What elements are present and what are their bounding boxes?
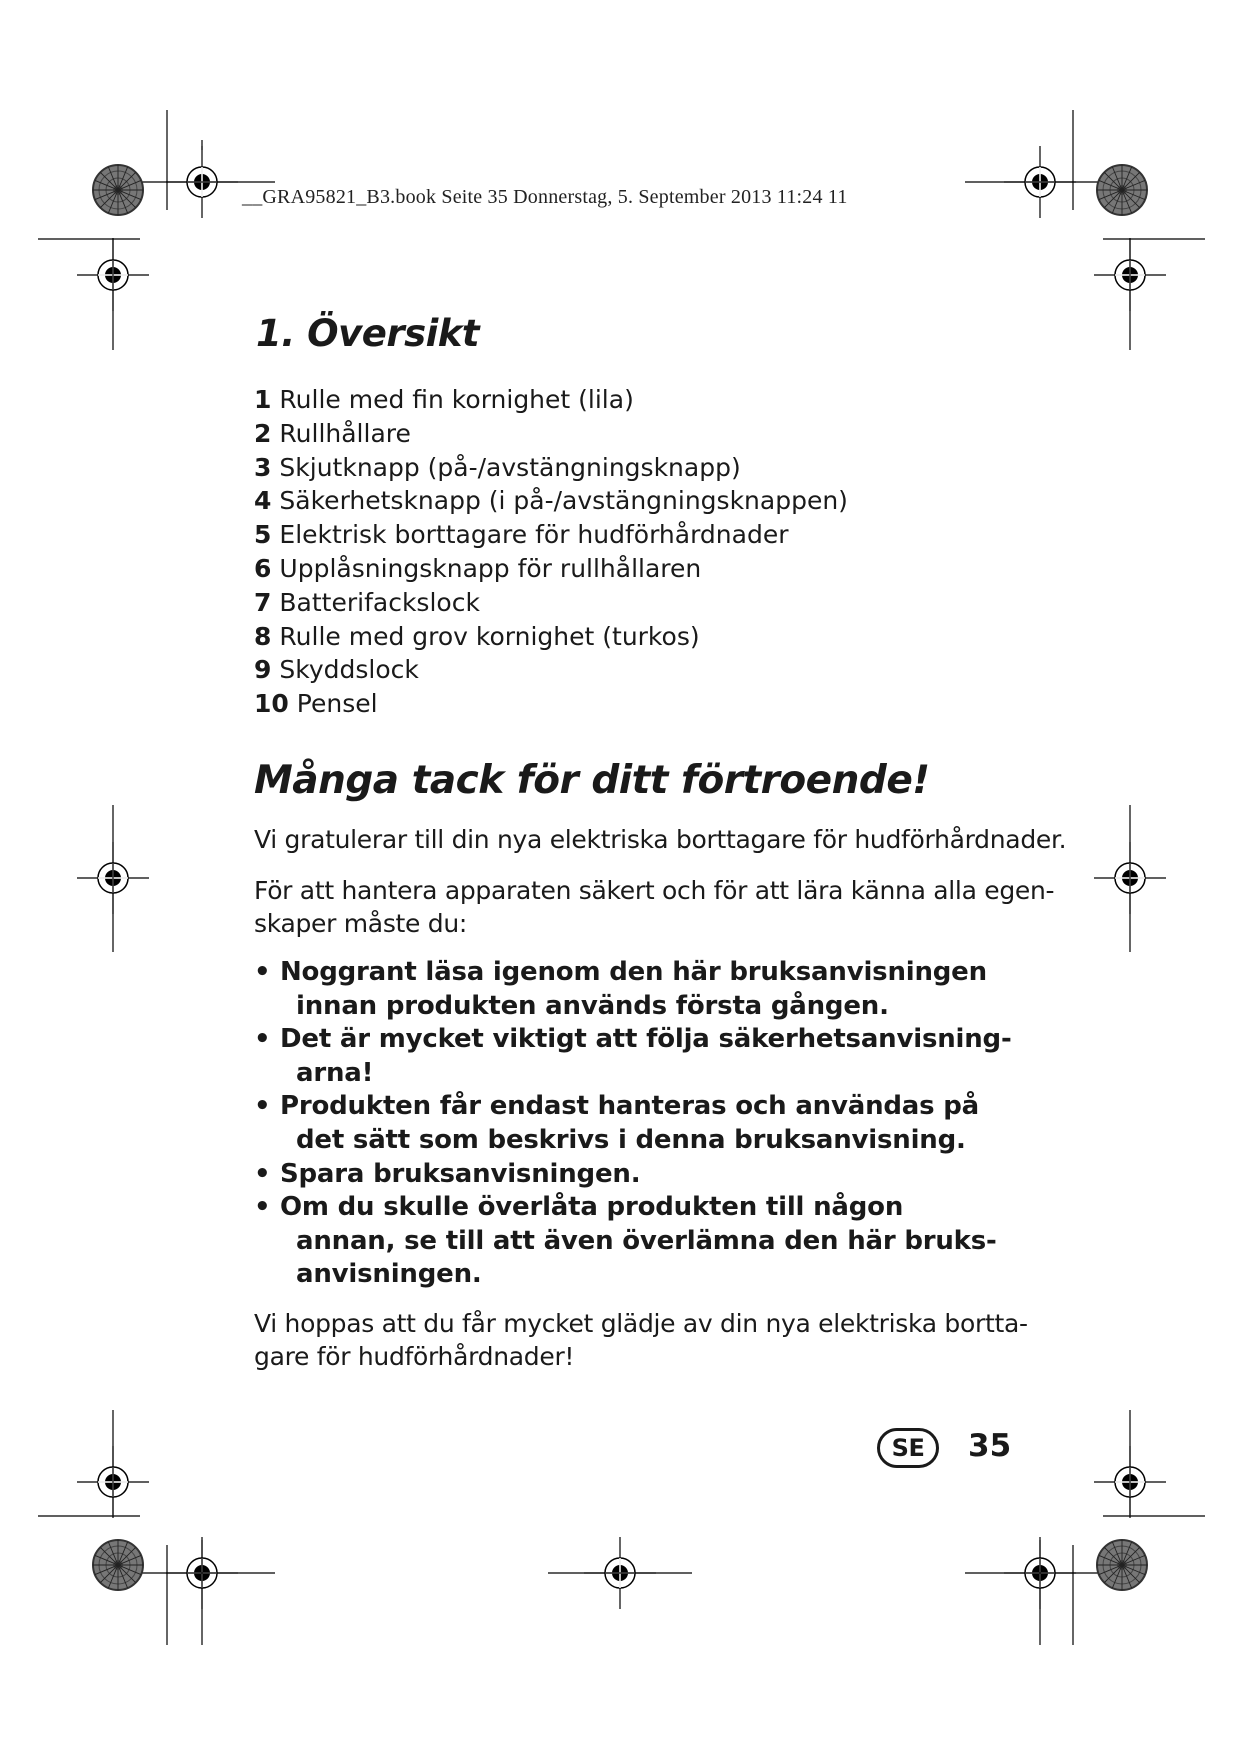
safety-bullet-list	[254, 956, 1012, 1292]
section-title: 1. Översikt	[256, 312, 480, 355]
item-number: 3	[254, 452, 272, 482]
bullet-item	[254, 1191, 1012, 1292]
item-number: 1	[254, 385, 272, 414]
bullet-line: annan, se till att även överlämna den här bruks-	[296, 1225, 997, 1256]
bullet-line: Det är mycket viktigt att följa säkerhetsanvisning-	[280, 1024, 1012, 1055]
item-number: 5	[254, 520, 272, 550]
bullet-line: innan produkten används första gången.	[296, 990, 889, 1021]
item-number: 9	[254, 655, 272, 685]
country-badge: SE	[877, 1428, 939, 1468]
closing-line: gare för hudförhårdnader!	[254, 1342, 575, 1371]
list-item	[254, 653, 848, 687]
item-number: 10	[254, 689, 289, 719]
closing-paragraph	[254, 1307, 1028, 1373]
item-label: Batterifackslock	[279, 587, 480, 617]
bullet-line: Spara bruksanvisningen.	[280, 1158, 641, 1189]
page-number: 35	[968, 1428, 1012, 1464]
item-label: Pensel	[296, 689, 378, 719]
list-item	[254, 586, 848, 620]
intro-text: Vi gratulerar till din nya elektriska borttagare för hudförhårdnader.	[254, 825, 1067, 854]
list-item	[254, 620, 848, 654]
bullet-icon: •	[254, 1192, 271, 1223]
safety-intro-line: skaper måste du:	[254, 909, 468, 938]
list-item	[254, 687, 848, 721]
item-label: Upplåsningsknapp för rullhållaren	[279, 553, 702, 583]
item-label: Skyddslock	[279, 655, 419, 685]
bullet-line: det sätt som beskrivs i denna bruksanvisning.	[296, 1124, 966, 1155]
list-item	[254, 518, 848, 552]
item-number: 6	[254, 553, 272, 583]
bullet-line: anvisningen.	[296, 1259, 482, 1290]
bullet-icon: •	[254, 1024, 271, 1055]
item-number: 8	[254, 621, 272, 651]
bullet-line: arna!	[296, 1057, 374, 1088]
print-header: __GRA95821_B3.book Seite 35 Donnerstag, 5. September 2013 11:24 11	[242, 186, 848, 208]
safety-intro-line: För att hantera apparaten säkert och för att lära känna alla egen-	[254, 876, 1055, 905]
bullet-item	[254, 1023, 1012, 1090]
bullet-item	[254, 956, 1012, 1023]
list-item	[254, 552, 848, 586]
thanks-heading: Många tack för ditt förtroende!	[254, 758, 930, 803]
bullet-item	[254, 1158, 1012, 1192]
bullet-icon: •	[254, 1091, 271, 1122]
item-label: Säkerhetsknapp (i på-/avstängningsknappen)	[279, 486, 848, 516]
closing-line: Vi hoppas att du får mycket glädje av din nya elektriska bortta-	[254, 1309, 1028, 1338]
bullet-item	[254, 1090, 1012, 1157]
bullet-line: Om du skulle överlåta produkten till någon	[280, 1192, 904, 1223]
list-item	[254, 383, 848, 417]
item-number: 2	[254, 418, 272, 448]
safety-intro-paragraph	[254, 874, 1055, 940]
item-label: Skjutknapp (på-/avstängningsknapp)	[279, 452, 741, 482]
item-label: Rullhållare	[279, 418, 411, 448]
item-label: Rulle med fin kornighet (lila)	[279, 385, 634, 414]
list-item	[254, 417, 848, 451]
list-item	[254, 484, 848, 518]
bullet-icon: •	[254, 957, 271, 987]
parts-list	[254, 383, 848, 721]
intro-paragraph	[254, 823, 1067, 856]
list-item	[254, 451, 848, 485]
bullet-line: Produkten får endast hanteras och användas på	[280, 1091, 980, 1122]
item-label: Rulle med grov kornighet (turkos)	[279, 621, 700, 651]
bullet-icon: •	[254, 1158, 271, 1189]
bullet-line: Noggrant läsa igenom den här bruksanvisningen	[280, 957, 987, 987]
item-label: Elektrisk borttagare för hudförhårdnader	[279, 520, 789, 550]
item-number: 7	[254, 587, 272, 617]
item-number: 4	[254, 486, 272, 516]
